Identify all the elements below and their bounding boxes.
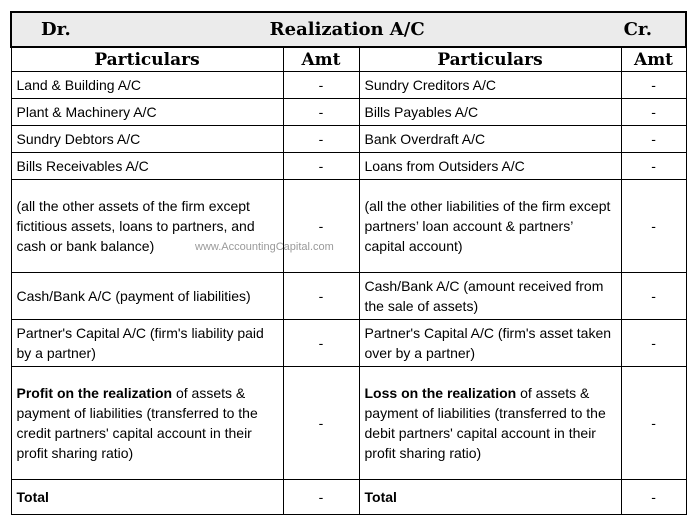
credit-particular: Loans from Outsiders A/C [359, 153, 621, 180]
credit-amount: - [621, 180, 686, 273]
table-row [11, 320, 686, 367]
credit-amount: - [621, 126, 686, 153]
profit-label: Profit on the realization [16, 385, 173, 401]
debit-particular: Land & Building A/C [11, 72, 283, 99]
table-row [11, 126, 686, 153]
header-particulars-credit: Particulars [359, 47, 621, 72]
header-particulars-debit: Particulars [11, 47, 283, 72]
credit-amount: - [621, 320, 686, 367]
debit-particular: Partner's Capital A/C (firm's liability paid by a partner) [11, 320, 283, 367]
debit-amount: - [283, 153, 359, 180]
profit-description: of assets & payment of liabilities (transferred to the credit partners' capital account in their profit sharing ratio) [16, 385, 258, 461]
credit-particular: Bills Payables A/C [359, 99, 621, 126]
title-row [11, 12, 686, 47]
table-row [11, 273, 686, 320]
debit-amount: - [283, 99, 359, 126]
table-row [11, 153, 686, 180]
header-amt-debit: Amt [283, 47, 359, 72]
credit-amount: - [621, 367, 686, 480]
table-row [11, 180, 686, 273]
debit-amount: - [283, 273, 359, 320]
debit-particular: (all the other assets of the firm except fictitious assets, loans to partners, and cash or bank balance) [11, 180, 283, 273]
debit-total-label: Total [11, 480, 283, 515]
credit-total-label: Total [359, 480, 621, 515]
header-amt-credit: Amt [621, 47, 686, 72]
credit-amount: - [621, 273, 686, 320]
watermark: www.AccountingCapital.com [195, 241, 334, 253]
account-title: Realization A/C [269, 19, 425, 40]
debit-particular [11, 367, 283, 480]
debit-particular: Cash/Bank A/C (payment of liabilities) [11, 273, 283, 320]
realization-account [10, 11, 685, 515]
debit-amount: - [283, 320, 359, 367]
table-row [11, 367, 686, 480]
credit-particular: Bank Overdraft A/C [359, 126, 621, 153]
debit-particular: Sundry Debtors A/C [11, 126, 283, 153]
credit-amount: - [621, 72, 686, 99]
credit-total-amount: - [621, 480, 686, 515]
credit-particular: Cash/Bank A/C (amount received from the sale of assets) [359, 273, 621, 320]
debit-amount: - [283, 126, 359, 153]
total-row [11, 480, 686, 515]
loss-description: of assets & payment of liabilities (transferred to the debit partners' capital account in their profit sharing ratio) [364, 385, 606, 461]
debit-total-amount: - [283, 480, 359, 515]
credit-particular [359, 367, 621, 480]
ledger-table [10, 11, 687, 515]
debit-particular: Plant & Machinery A/C [11, 99, 283, 126]
debit-amount: - [283, 180, 359, 273]
debit-particular: Bills Receivables A/C [11, 153, 283, 180]
credit-particular: (all the other liabilities of the firm except partners’ loan account & partners’ capital account) [359, 180, 621, 273]
debit-marker: Dr. [41, 19, 71, 40]
credit-particular: Partner's Capital A/C (firm's asset taken over by a partner) [359, 320, 621, 367]
header-row [11, 47, 686, 72]
debit-amount: - [283, 72, 359, 99]
debit-amount: - [283, 367, 359, 480]
loss-label: Loss on the realization [364, 385, 517, 401]
table-row [11, 72, 686, 99]
credit-marker: Cr. [623, 19, 653, 40]
credit-amount: - [621, 99, 686, 126]
credit-amount: - [621, 153, 686, 180]
table-row [11, 99, 686, 126]
credit-particular: Sundry Creditors A/C [359, 72, 621, 99]
